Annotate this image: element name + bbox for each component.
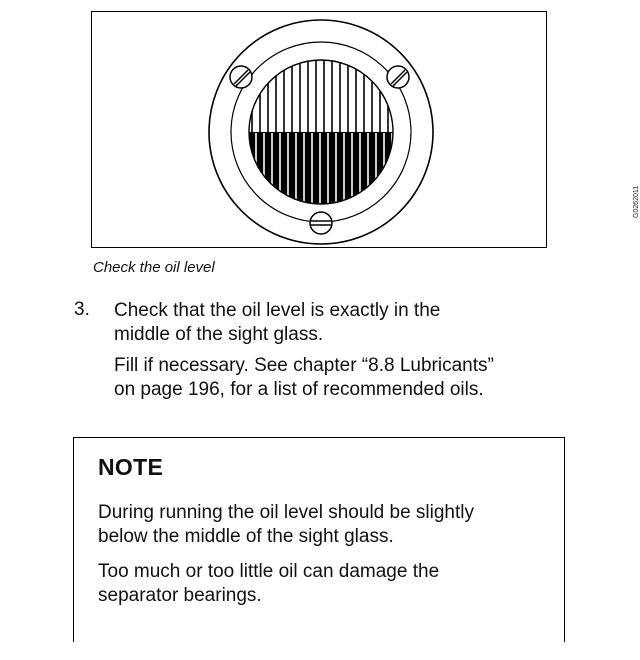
note-heading: NOTE — [98, 454, 164, 480]
note-paragraph — [98, 560, 540, 608]
screw-icon — [230, 66, 252, 88]
step-number: 3. — [74, 299, 90, 320]
sight-glass-figure — [91, 11, 640, 248]
note-paragraph — [98, 501, 540, 549]
note-box — [73, 437, 565, 642]
figure-caption: Check the oil level — [93, 259, 215, 276]
step-detail — [114, 354, 574, 402]
screw-icon — [310, 212, 332, 234]
screw-icon — [387, 66, 409, 88]
step-instruction-line: Check that the oil level is exactly in the — [114, 300, 441, 321]
step-detail-line: Fill if necessary. See chapter “8.8 Lubricants” — [114, 355, 494, 376]
sight-glass-illustration — [92, 12, 548, 249]
note-line: below the middle of the sight glass. — [98, 526, 394, 547]
note-line: Too much or too little oil can damage the — [98, 561, 440, 582]
step-instruction — [114, 299, 574, 347]
note-line: separator bearings. — [98, 585, 262, 606]
note-line: During running the oil level should be slightly — [98, 502, 475, 523]
step-detail-line: on page 196, for a list of recommended oils. — [114, 379, 484, 400]
figure-id-label: G0262011 — [633, 185, 640, 218]
step-body — [114, 299, 574, 402]
step-instruction-line: middle of the sight glass. — [114, 324, 324, 345]
